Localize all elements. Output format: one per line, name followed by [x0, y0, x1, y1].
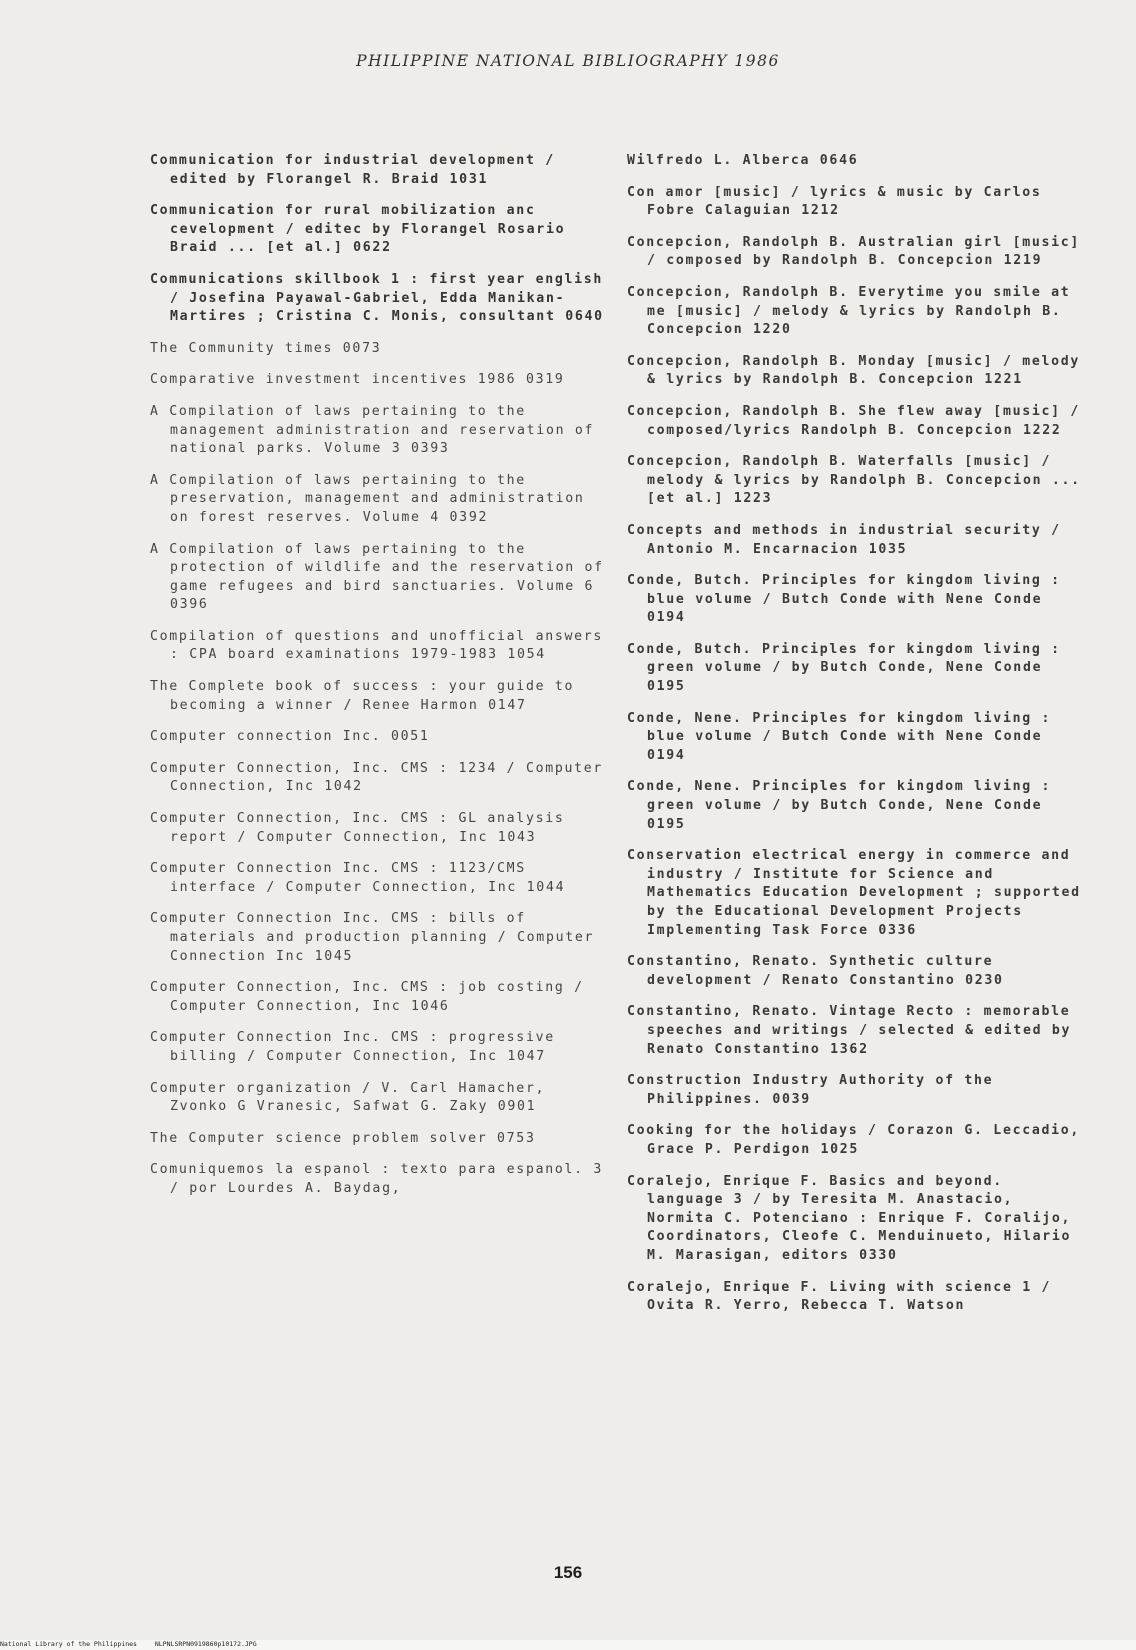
bibliography-entry: Conde, Butch. Principles for kingdom living : green volume / by Butch Conde, Nene Conde 0195: [627, 641, 1061, 695]
bibliography-entry: Conde, Butch. Principles for kingdom living : blue volume / Butch Conde with Nene Conde 0194: [627, 573, 1061, 626]
bibliography-entry: Concepcion, Randolph B. Waterfalls [music] / melody & lyrics by Randolph B. Concepcion ... [et al.] 1223: [627, 454, 1081, 507]
bibliography-entry: Communication for industrial development / edited by Florangel R. Braid 1031: [150, 153, 555, 187]
bibliography-entry: Concepcion, Randolph B. Everytime you smile at me [music] / melody & lyrics by Randolph B. Concepcion 1220: [627, 284, 1071, 338]
left-column: [150, 152, 605, 1212]
bibliography-entry: Coralejo, Enrique F. Basics and beyond. language 3 / by Teresita M. Anastacio, Normita C. Potenciano : Enrique F. Coralijo, Coordinators, Cleofe C. Menduinueto, Hilario M. Marasigan, editors 0330: [627, 1173, 1072, 1263]
right-column: [627, 152, 1082, 1329]
bibliography-entry: A Compilation of laws pertaining to the preservation, management and administration on forest reserves. Volume 4 0392: [150, 472, 585, 525]
bibliography-entry: Computer Connection Inc. CMS : 1123/CMS interface / Computer Connection, Inc 1044: [150, 861, 566, 895]
bibliography-entry: Communication for rural mobilization anc cevelopment / editec by Florangel Rosario Braid ... [et al.] 0622: [150, 203, 566, 256]
bibliography-entry: Computer Connection, Inc. CMS : job costing / Computer Connection, Inc 1046: [150, 980, 584, 1014]
bibliography-entry: Computer Connection, Inc. CMS : GL analysis report / Computer Connection, Inc 1043: [150, 811, 565, 845]
bibliography-entry: Concepcion, Randolph B. Monday [music] / melody & lyrics by Randolph B. Concepcion 1221: [627, 353, 1081, 388]
bibliography-entry: Computer organization / V. Carl Hamacher, Zvonko G Vranesic, Safwat G. Zaky 0901: [150, 1080, 546, 1115]
bibliography-entry: Constantino, Renato. Vintage Recto : memorable speeches and writings / selected & edited by Renato Constantino 1362: [627, 1004, 1072, 1057]
bibliography-entry: Computer Connection Inc. CMS : bills of materials and production planning / Computer Connection Inc 1045: [150, 911, 595, 964]
bibliography-entry: Concepcion, Randolph B. She flew away [music] / composed/lyrics Randolph B. Concepcion 1222: [627, 403, 1081, 438]
bibliography-entry: Construction Industry Authority of the Philippines. 0039: [627, 1073, 994, 1107]
bibliography-entry: Constantino, Renato. Synthetic culture development / Renato Constantino 0230: [627, 954, 1004, 988]
bibliography-entry: The Community times 0073: [150, 340, 382, 356]
bibliography-entry: Conde, Nene. Principles for kingdom living : green volume / by Butch Conde, Nene Conde 0195: [627, 779, 1052, 832]
bibliography-entry: Computer Connection, Inc. CMS : 1234 / Computer Connection, Inc 1042: [150, 760, 604, 795]
bibliography-entry: Coralejo, Enrique F. Living with science 1 / Ovita R. Yerro, Rebecca T. Watson: [627, 1279, 1052, 1314]
bibliography-entry: Comparative investment incentives 1986 0319: [150, 372, 565, 388]
bibliography-entry: Conde, Nene. Principles for kingdom living : blue volume / Butch Conde with Nene Conde 0194: [627, 710, 1052, 763]
bibliography-entry: A Compilation of laws pertaining to the protection of wildlife and the reservation of game refugees and bird sanctuaries. Volume 6 0396: [150, 541, 604, 613]
bibliography-entry: Communications skillbook 1 : first year english / Josefina Payawal-Gabriel, Edda Manikan-Martires ; Cristina C. Monis, consultant 0640: [150, 271, 604, 325]
bibliography-entry: Con amor [music] / lyrics & music by Carlos Fobre Calaguian 1212: [627, 184, 1042, 219]
bibliography-entry: Wilfredo L. Alberca 0646: [627, 153, 859, 168]
bibliography-entry: Computer connection Inc. 0051: [150, 729, 430, 745]
bibliography-entry: Concepcion, Randolph B. Australian girl [music] / composed by Randolph B. Concepcion 1219: [627, 234, 1081, 269]
bibliography-entry: The Complete book of success : your guide to becoming a winner / Renee Harmon 0147: [150, 679, 575, 713]
page-number: 156: [553, 1563, 583, 1582]
bibliography-entry: A Compilation of laws pertaining to the management administration and reservation of national parks. Volume 3 0393: [150, 403, 595, 457]
footer-library: National Library of the Philippines: [0, 1640, 137, 1648]
bibliography-entry: Compilation of questions and unofficial answers : CPA board examinations 1979-1983 1054: [150, 628, 604, 663]
bibliography-entry: The Computer science problem solver 0753: [150, 1130, 536, 1146]
bibliography-entry: Cooking for the holidays / Corazon G. Leccadio, Grace P. Perdigon 1025: [627, 1123, 1081, 1157]
bibliography-entry: Conservation electrical energy in commerce and industry / Institute for Science and Mathematics Education Development ; supported by the Educational Development Projects Implementing Task Force 0336: [627, 848, 1081, 938]
bibliography-entry: Computer Connection Inc. CMS : progressive billing / Computer Connection, Inc 1047: [150, 1030, 555, 1064]
footer-file: NLPNLSRPN0919860p10172.JPG: [154, 1640, 257, 1648]
bibliography-entry: Concepts and methods in industrial security / Antonio M. Encarnacion 1035: [627, 522, 1061, 557]
running-header: PHILIPPINE NATIONAL BIBLIOGRAPHY 1986: [356, 52, 780, 70]
scan-footer: [0, 1640, 1136, 1650]
bibliography-entry: Comuniquemos la espanol : texto para espanol. 3 / por Lourdes A. Baydag,: [150, 1162, 604, 1196]
